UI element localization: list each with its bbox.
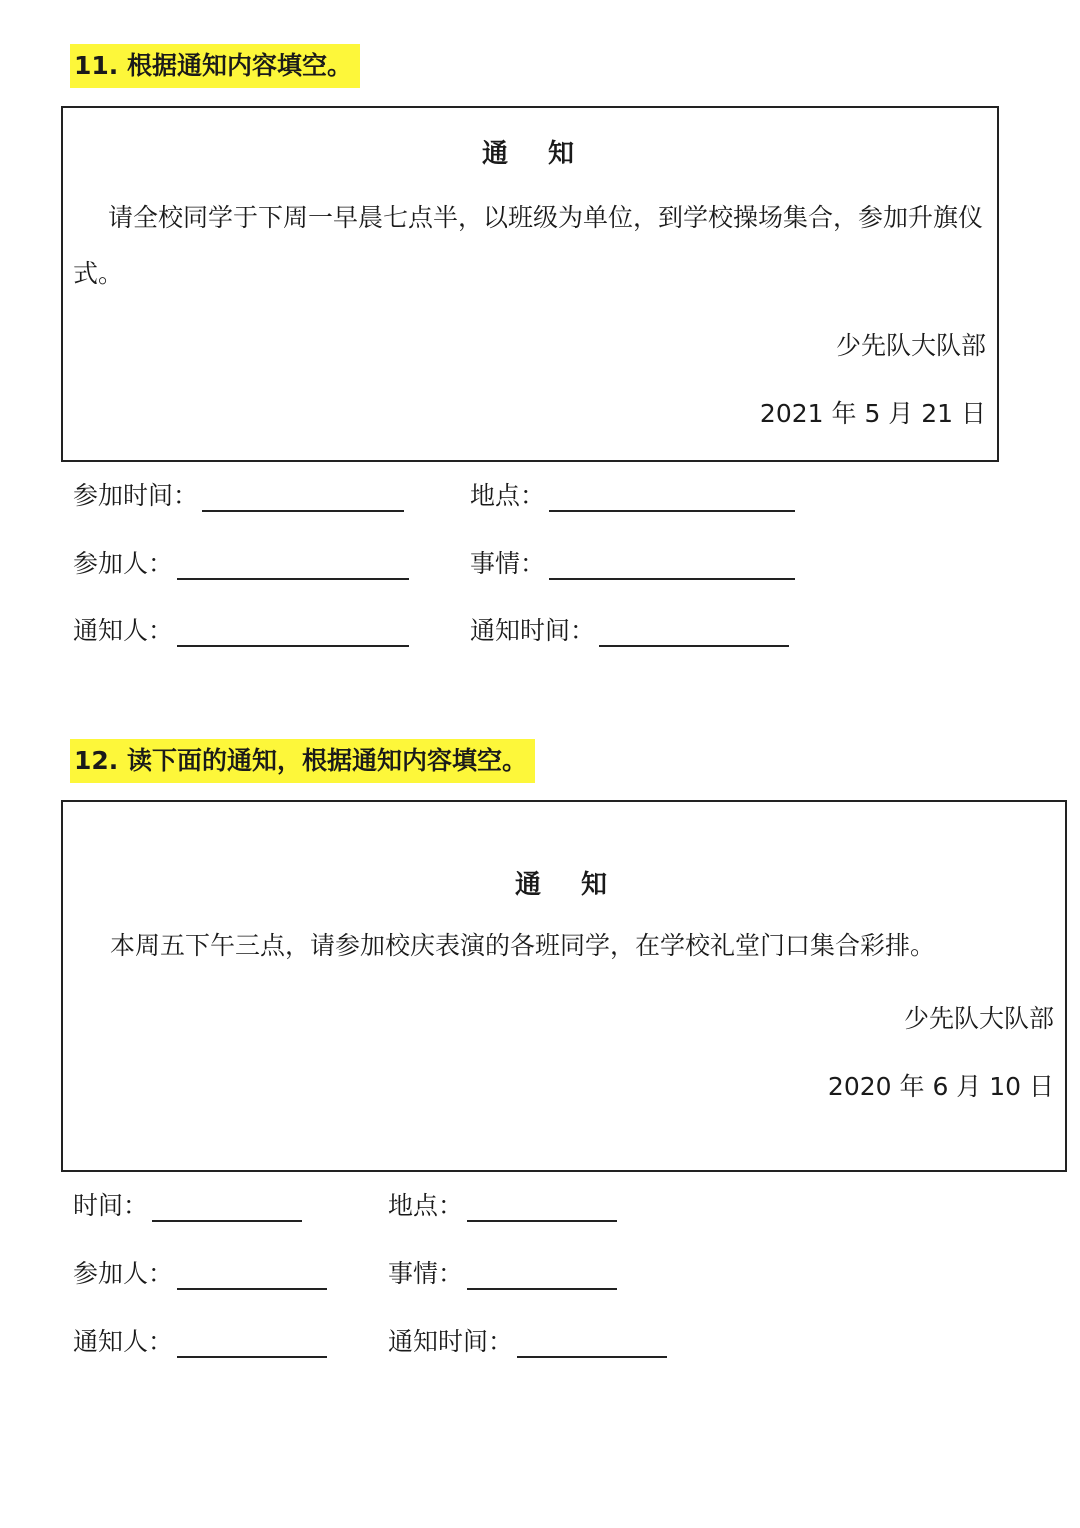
notice-heading-12: 通知 xyxy=(515,870,648,900)
answer-blank[interactable] xyxy=(549,552,795,580)
field-label: 通知人： xyxy=(73,1327,174,1356)
field-label: 参加时间： xyxy=(73,481,199,510)
answer-blank[interactable] xyxy=(202,484,404,512)
field-notifier-12 xyxy=(73,1322,327,1358)
notice-date-12: 2020 年 6 月 10 日 xyxy=(827,1072,1054,1101)
notice-body-11: 请全校同学于下周一早晨七点半，以班级为单位，到学校操场集合，参加升旗仪式。 xyxy=(73,203,984,288)
notice-date-11: 2021 年 5 月 21 日 xyxy=(759,399,986,428)
answer-blank[interactable] xyxy=(467,1262,617,1290)
field-notice-time-11 xyxy=(470,611,789,647)
field-notifier-11 xyxy=(73,611,409,647)
answer-blank[interactable] xyxy=(549,484,795,512)
question-12-title: 12. 读下面的通知，根据通知内容填空。 xyxy=(70,739,535,783)
notice-signer-11: 少先队大队部 xyxy=(835,331,986,360)
answer-blank[interactable] xyxy=(517,1330,667,1358)
notice-body-12: 本周五下午三点，请参加校庆表演的各班同学，在学校礼堂门口集合彩排。 xyxy=(110,931,936,960)
answer-blank[interactable] xyxy=(177,619,409,647)
field-label: 参加人： xyxy=(73,549,174,578)
field-time-12 xyxy=(73,1186,302,1222)
field-label: 事情： xyxy=(388,1259,464,1288)
answer-blank[interactable] xyxy=(467,1194,617,1222)
notice-signer-12: 少先队大队部 xyxy=(903,1004,1054,1033)
question-11-title: 11. 根据通知内容填空。 xyxy=(70,44,360,88)
field-label: 地点： xyxy=(388,1191,464,1220)
field-matter-11 xyxy=(470,544,795,580)
answer-blank[interactable] xyxy=(177,552,409,580)
field-label: 地点： xyxy=(470,481,546,510)
field-label: 事情： xyxy=(470,549,546,578)
answer-blank[interactable] xyxy=(177,1262,327,1290)
field-participants-12 xyxy=(73,1254,327,1290)
field-label: 通知时间： xyxy=(388,1327,514,1356)
field-place-11 xyxy=(470,476,795,512)
field-label: 通知人： xyxy=(73,616,174,645)
field-matter-12 xyxy=(388,1254,617,1290)
field-label: 参加人： xyxy=(73,1259,174,1288)
answer-blank[interactable] xyxy=(177,1330,327,1358)
field-time-11 xyxy=(73,476,404,512)
field-notice-time-12 xyxy=(388,1322,667,1358)
field-participants-11 xyxy=(73,544,409,580)
field-label: 时间： xyxy=(73,1191,149,1220)
answer-blank[interactable] xyxy=(152,1194,302,1222)
notice-heading-11: 通知 xyxy=(482,139,615,169)
field-place-12 xyxy=(388,1186,617,1222)
field-label: 通知时间： xyxy=(470,616,596,645)
notice-box-12 xyxy=(61,800,1067,1172)
answer-blank[interactable] xyxy=(599,619,789,647)
